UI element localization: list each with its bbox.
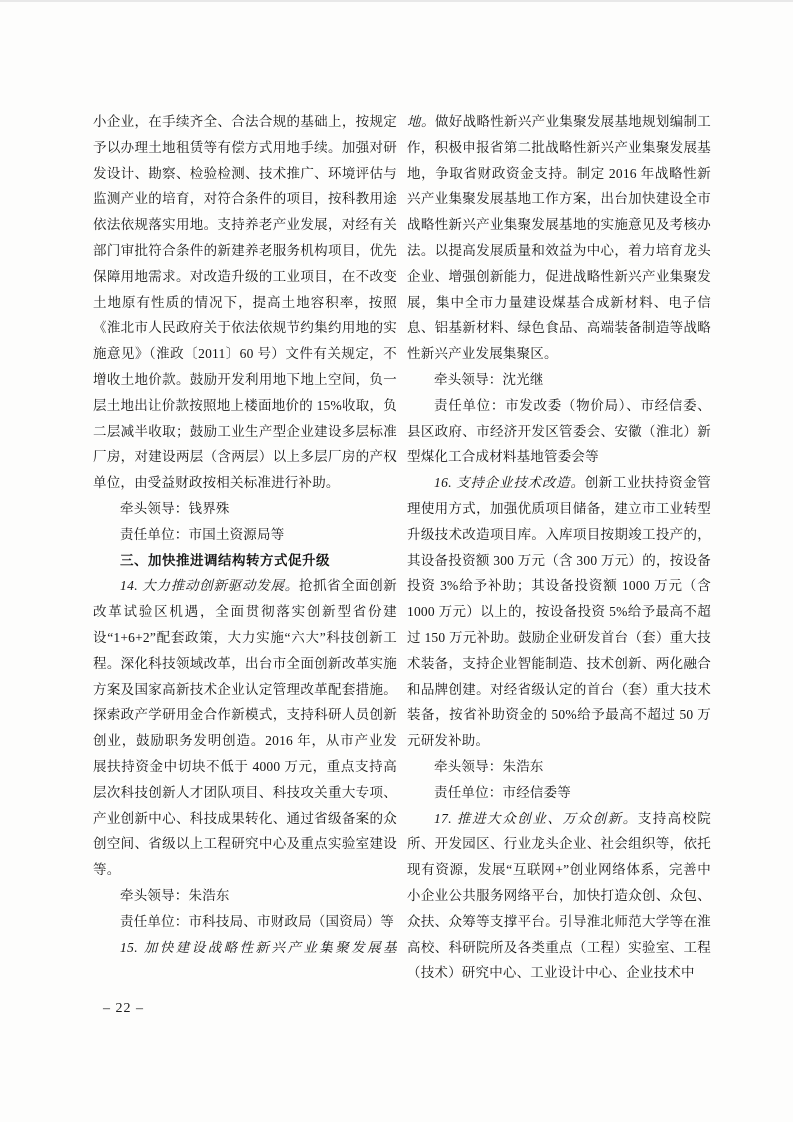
body-text: 做好战略性新兴产业集聚发展基地规划编制工作，积极申报省第二批战略性新兴产业集聚发展基地，争取省财政资金支持。制定 2016 年战略性新兴产业集聚发展基地工作方案，出台加快建设全市战略性新兴产业集聚发展基地的实施意见及考核办法。以提高发展质量和效益为中心，着力培育龙头企业、增强创新能力，促进战略性新兴产业集聚发展，集中全市力量建设煤基合成新材料、电子信息、铝基新材料、绿色食品、高端装备制造等战略性新兴产业发展集聚区。 [407,114,711,362]
item-paragraph [407,806,711,987]
body-text: 责任单位：市科技局、市财政局（国资局）等 [120,913,394,929]
meta-line [93,522,397,548]
meta-line [407,367,711,393]
item-paragraph [93,935,397,961]
meta-line [407,393,711,470]
item-title-text: 17. 推进大众创业、万众创新。 [434,810,638,826]
body-text: 抢抓省全面创新改革试验区机遇，全面贯彻落实创新型省份建设“1+6+2”配套政策，大力实施“六大”科技创新工程。深化科技领域改革，出台市全面创新改革实施方案及国家高新技术企业认定管理改革配套措施。探索政产学研用金合作新模式，支持科研人员创新创业，鼓励职务发明创造。2016 年，从市产业发展扶持资金中切块不低于 4000 万元，重点支持高层次科技创新人才团队项目、科技攻关重大专项、产业创新中心、科技成果转化、通过省级备案的众创空间、省级以上工程研究中心及重点实验室建设等。 [93,578,397,878]
item-title-text: 14. 大力推动创新驱动发展。 [120,578,300,594]
meta-line [93,496,397,522]
text-column-right [407,109,711,993]
body-text: 牵头领导：朱浩东 [434,758,544,774]
body-text: 责任单位：市经信委等 [434,784,571,800]
item-title-text: 16. 支持企业技术改造。 [434,475,585,491]
body-text: 牵头领导：朱浩东 [120,887,230,903]
body-text: 创新工业扶持资金管理使用方式，加强优质项目储备，建立市工业转型升级技术改造项目库。入库项目按期竣工投产的，其设备投资额 300 万元（含 300 万元）的，按设备投资 3%给予补助；其设备投资额 1000 万元（含 1000 万元）以上的，按设备投资 5%给予最高不超过 150 万元补助。鼓励企业研发首台（套）重大技术装备，支持企业智能制造、技术创新、两化融合和品牌创建。对经省级认定的首台（套）重大技术装备，按省补助资金的 50%给予最高不超过 50 万元研发补助。 [407,475,711,749]
section-heading [93,548,397,574]
body-text: 责任单位：市国土资源局等 [120,526,285,542]
paragraph-continuation [93,109,397,496]
paragraph-continuation [407,109,711,367]
body-text: 牵头领导：钱界殊 [120,500,230,516]
meta-line [93,909,397,935]
body-text: 三、加快推进调结构转方式促升级 [120,552,330,568]
item-paragraph [93,573,397,883]
body-text: 责任单位：市发改委（物价局）、市经信委、县区政府、市经济开发区管委会、安徽（淮北）新型煤化工合成材料基地管委会等 [407,397,711,465]
text-column-left [93,109,397,993]
body-text: 小企业，在手续齐全、合法合规的基础上，按规定予以办理土地租赁等有偿方式用地手续。加强对研发设计、勘察、检验检测、技术推广、环境评估与监测产业的培育，对符合条件的项目，按科教用途依法依规落实用地。支持养老产业发展，对经有关部门审批符合条件的新建养老服务机构项目，优先保障用地需求。对改造升级的工业项目，在不改变土地原有性质的情况下，提高土地容积率，按照《淮北市人民政府关于依法依规节约集约用地的实施意见》（淮政〔2011〕60 号）文件有关规定，不增收土地价款。鼓励开发利用地下地上空间，负一层土地出让价款按照地上楼面地价的 15%收取，负二层减半收取；鼓励工业生产型企业建设多层标准厂房，对建设两层（含两层）以上多层厂房的产权单位，由受益财政按相关标准进行补助。 [93,114,397,491]
item-title-text: 15. 加快建设战略性新兴产业集聚发展基 [120,939,397,955]
body-text: 牵头领导：沈光继 [434,371,544,387]
body-text: 支持高校院所、开发园区、行业龙头企业、社会组织等，依托现有资源，发展“互联网+”创业网络体系，完善中小企业公共服务网络平台，加快打造众创、众包、众扶、众筹等支撑平台。引导淮北师范大学等在淮高校、科研院所及各类重点（工程）实验室、工程（技术）研究中心、工业设计中心、企业技术中 [407,810,711,981]
meta-line [93,883,397,909]
item-title-text: 地。 [407,114,436,129]
meta-line [407,780,711,806]
meta-line [407,754,711,780]
item-paragraph [407,470,711,754]
page-number: – 22 – [103,1001,144,1016]
scan-edge-artifact [0,0,793,2]
